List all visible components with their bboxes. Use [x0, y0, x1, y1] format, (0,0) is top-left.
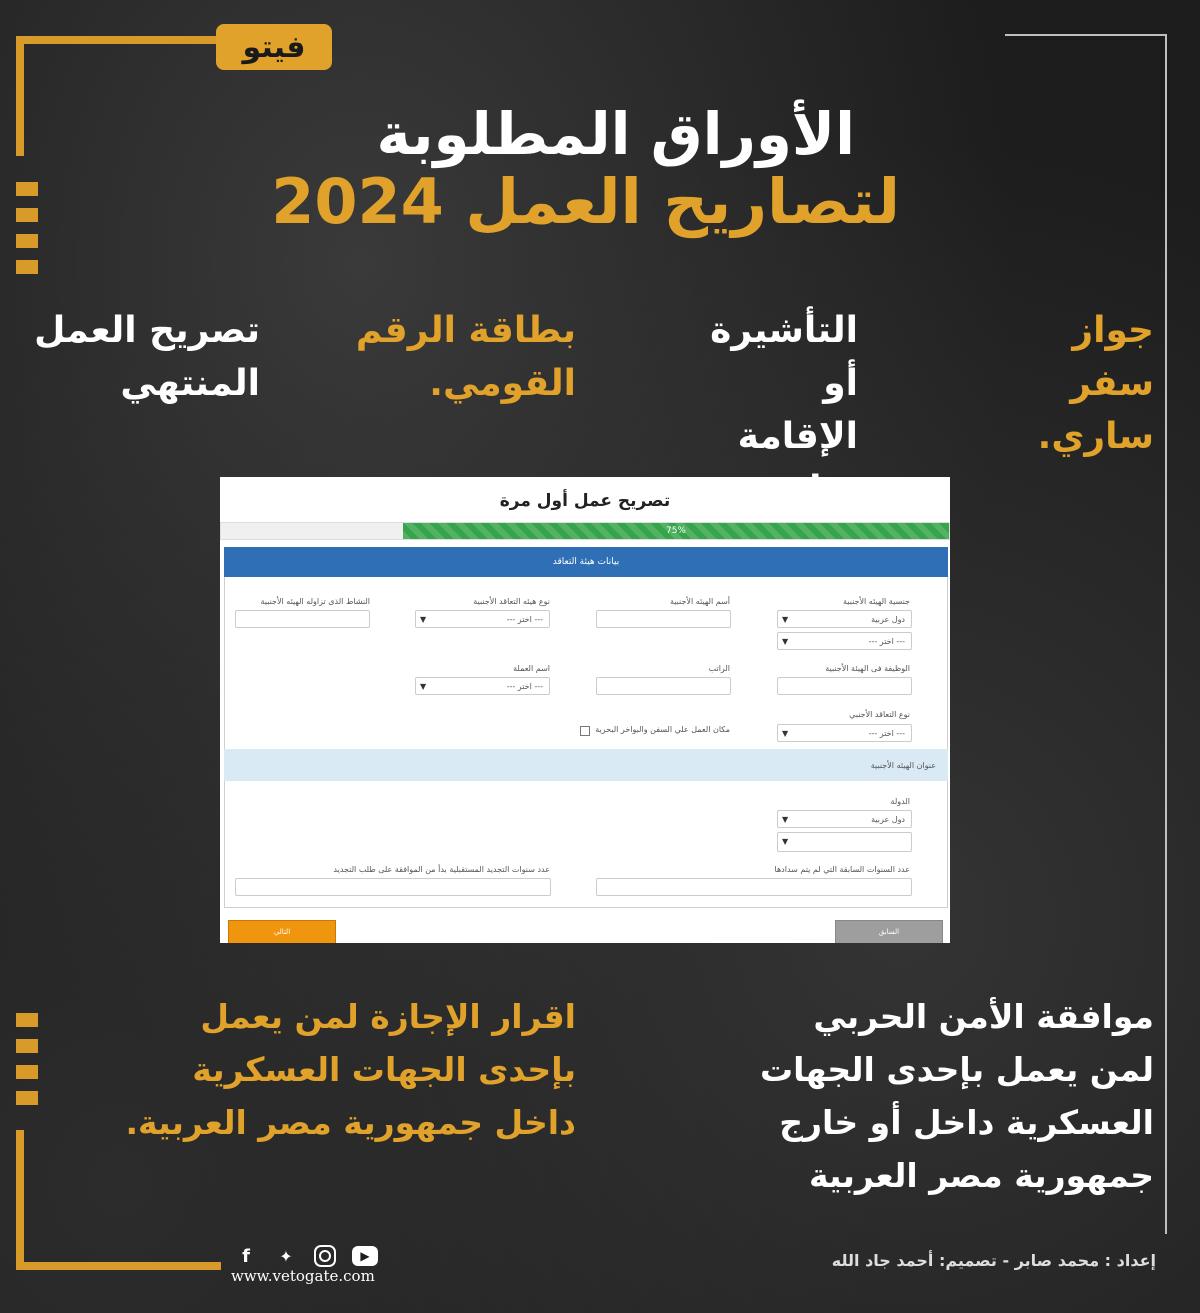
- currency-label: اسم العملة: [513, 664, 550, 673]
- entity-name-input[interactable]: [596, 610, 731, 628]
- previous-years-input[interactable]: [596, 878, 912, 896]
- previous-years-label: عدد السنوات السابقة التي لم يتم سدادها: [774, 865, 910, 874]
- frame-top-left: [16, 36, 216, 44]
- instagram-icon[interactable]: [314, 1245, 336, 1267]
- frame-right: [1165, 34, 1167, 1234]
- requirement-visa: التأشيرة أو الإقامة: [710, 310, 858, 457]
- requirement-national-id: بطاقة الرقم القومي.: [355, 310, 576, 404]
- chevron-down-icon: ▼: [782, 615, 789, 624]
- activity-label: النشاط الذى تزاوله الهيئه الأجنبية: [260, 597, 370, 606]
- social-icons: [234, 1244, 378, 1268]
- contract-entity-type-select[interactable]: --- اختر --- ▼: [415, 610, 550, 628]
- twitter-icon[interactable]: ✦: [279, 1246, 293, 1266]
- future-years-input[interactable]: [235, 878, 551, 896]
- nationality-select[interactable]: دول عربية ▼: [777, 610, 912, 628]
- entity-name-label: أسم الهيئه الأجنبية: [669, 597, 730, 606]
- page-subtitle: لتصاريح العمل 2024: [271, 165, 900, 238]
- requirement-leave-declaration: اقرار الإجازة لمن يعمل بإحدى الجهات العسكرية داخل جمهورية مصر العربية.: [125, 997, 576, 1142]
- contract-type-label: نوع التعاقد الأجنبي: [849, 710, 910, 719]
- panel-title: بيانات هيئة التعاقد: [224, 547, 948, 577]
- credits: إعداد : محمد صابر - تصميم: أحمد جاد الله: [831, 1251, 1156, 1270]
- frame-top-right: [1005, 34, 1167, 36]
- country-label: الدولة: [890, 797, 910, 806]
- facebook-icon[interactable]: f: [242, 1245, 250, 1267]
- chevron-down-icon: ▼: [782, 729, 789, 738]
- chevron-down-icon: ▼: [782, 637, 789, 646]
- nationality-sub-select[interactable]: --- اختر --- ▼: [777, 632, 912, 650]
- contract-type-select[interactable]: --- اختر --- ▼: [777, 724, 912, 742]
- requirement-military-security: موافقة الأمن الحربي لمن يعمل بإحدى الجهات العسكرية داخل أو خارج جمهورية مصر العربية: [760, 997, 1154, 1195]
- next-button[interactable]: التالي: [228, 920, 336, 943]
- requirement-expired-permit: تصريح العمل المنتهي: [34, 310, 260, 404]
- previous-button[interactable]: السابق: [835, 920, 943, 943]
- address-section-title: عنوان الهيئه الأجنبية: [870, 761, 936, 770]
- country-select[interactable]: دول عربية ▼: [777, 810, 912, 828]
- salary-input[interactable]: [596, 677, 731, 695]
- frame-bars-bottom: [16, 1013, 38, 1117]
- salary-label: الراتب: [708, 664, 730, 673]
- contract-entity-type-label: نوع هيئه التعاقد الأجنبية: [473, 597, 550, 606]
- ship-work-checkbox[interactable]: [580, 726, 590, 736]
- chevron-down-icon: ▼: [782, 837, 789, 846]
- youtube-icon[interactable]: ▶: [352, 1246, 378, 1266]
- activity-input[interactable]: [235, 610, 370, 628]
- website-url[interactable]: www.vetogate.com: [231, 1267, 375, 1285]
- progress-fill: 75%: [403, 523, 949, 539]
- frame-left-top: [16, 36, 24, 156]
- page-title: الأوراق المطلوبة: [376, 100, 855, 168]
- job-input[interactable]: [777, 677, 912, 695]
- frame-bottom-left: [16, 1262, 221, 1270]
- chevron-down-icon: ▼: [782, 815, 789, 824]
- ship-work-label: مكان العمل علي السفن والبواخر البحرية: [595, 725, 730, 734]
- country-sub-select[interactable]: [777, 832, 912, 852]
- address-section-band: [224, 749, 948, 781]
- chevron-down-icon: ▼: [420, 682, 427, 691]
- logo-text: فيتو: [242, 29, 306, 65]
- frame-bars-top: [16, 182, 38, 286]
- nationality-label: جنسية الهيئه الأجنبية: [842, 597, 910, 606]
- currency-select[interactable]: --- اختر --- ▼: [415, 677, 550, 695]
- form-title: تصريح عمل أول مرة: [499, 491, 671, 511]
- progress-bar: [220, 522, 950, 540]
- work-permit-form-screenshot: [220, 477, 950, 943]
- frame-left-bottom: [16, 1130, 24, 1270]
- job-label: الوظيفة فى الهيئة الأجنبية: [825, 664, 910, 673]
- chevron-down-icon: ▼: [420, 615, 427, 624]
- brand-logo: [216, 24, 332, 70]
- future-years-label: عدد سنوات التجديد المستقبلية بدأ من الموافقة على طلب التجديد: [333, 865, 550, 874]
- requirement-passport: جواز سفر ساري.: [1037, 310, 1154, 457]
